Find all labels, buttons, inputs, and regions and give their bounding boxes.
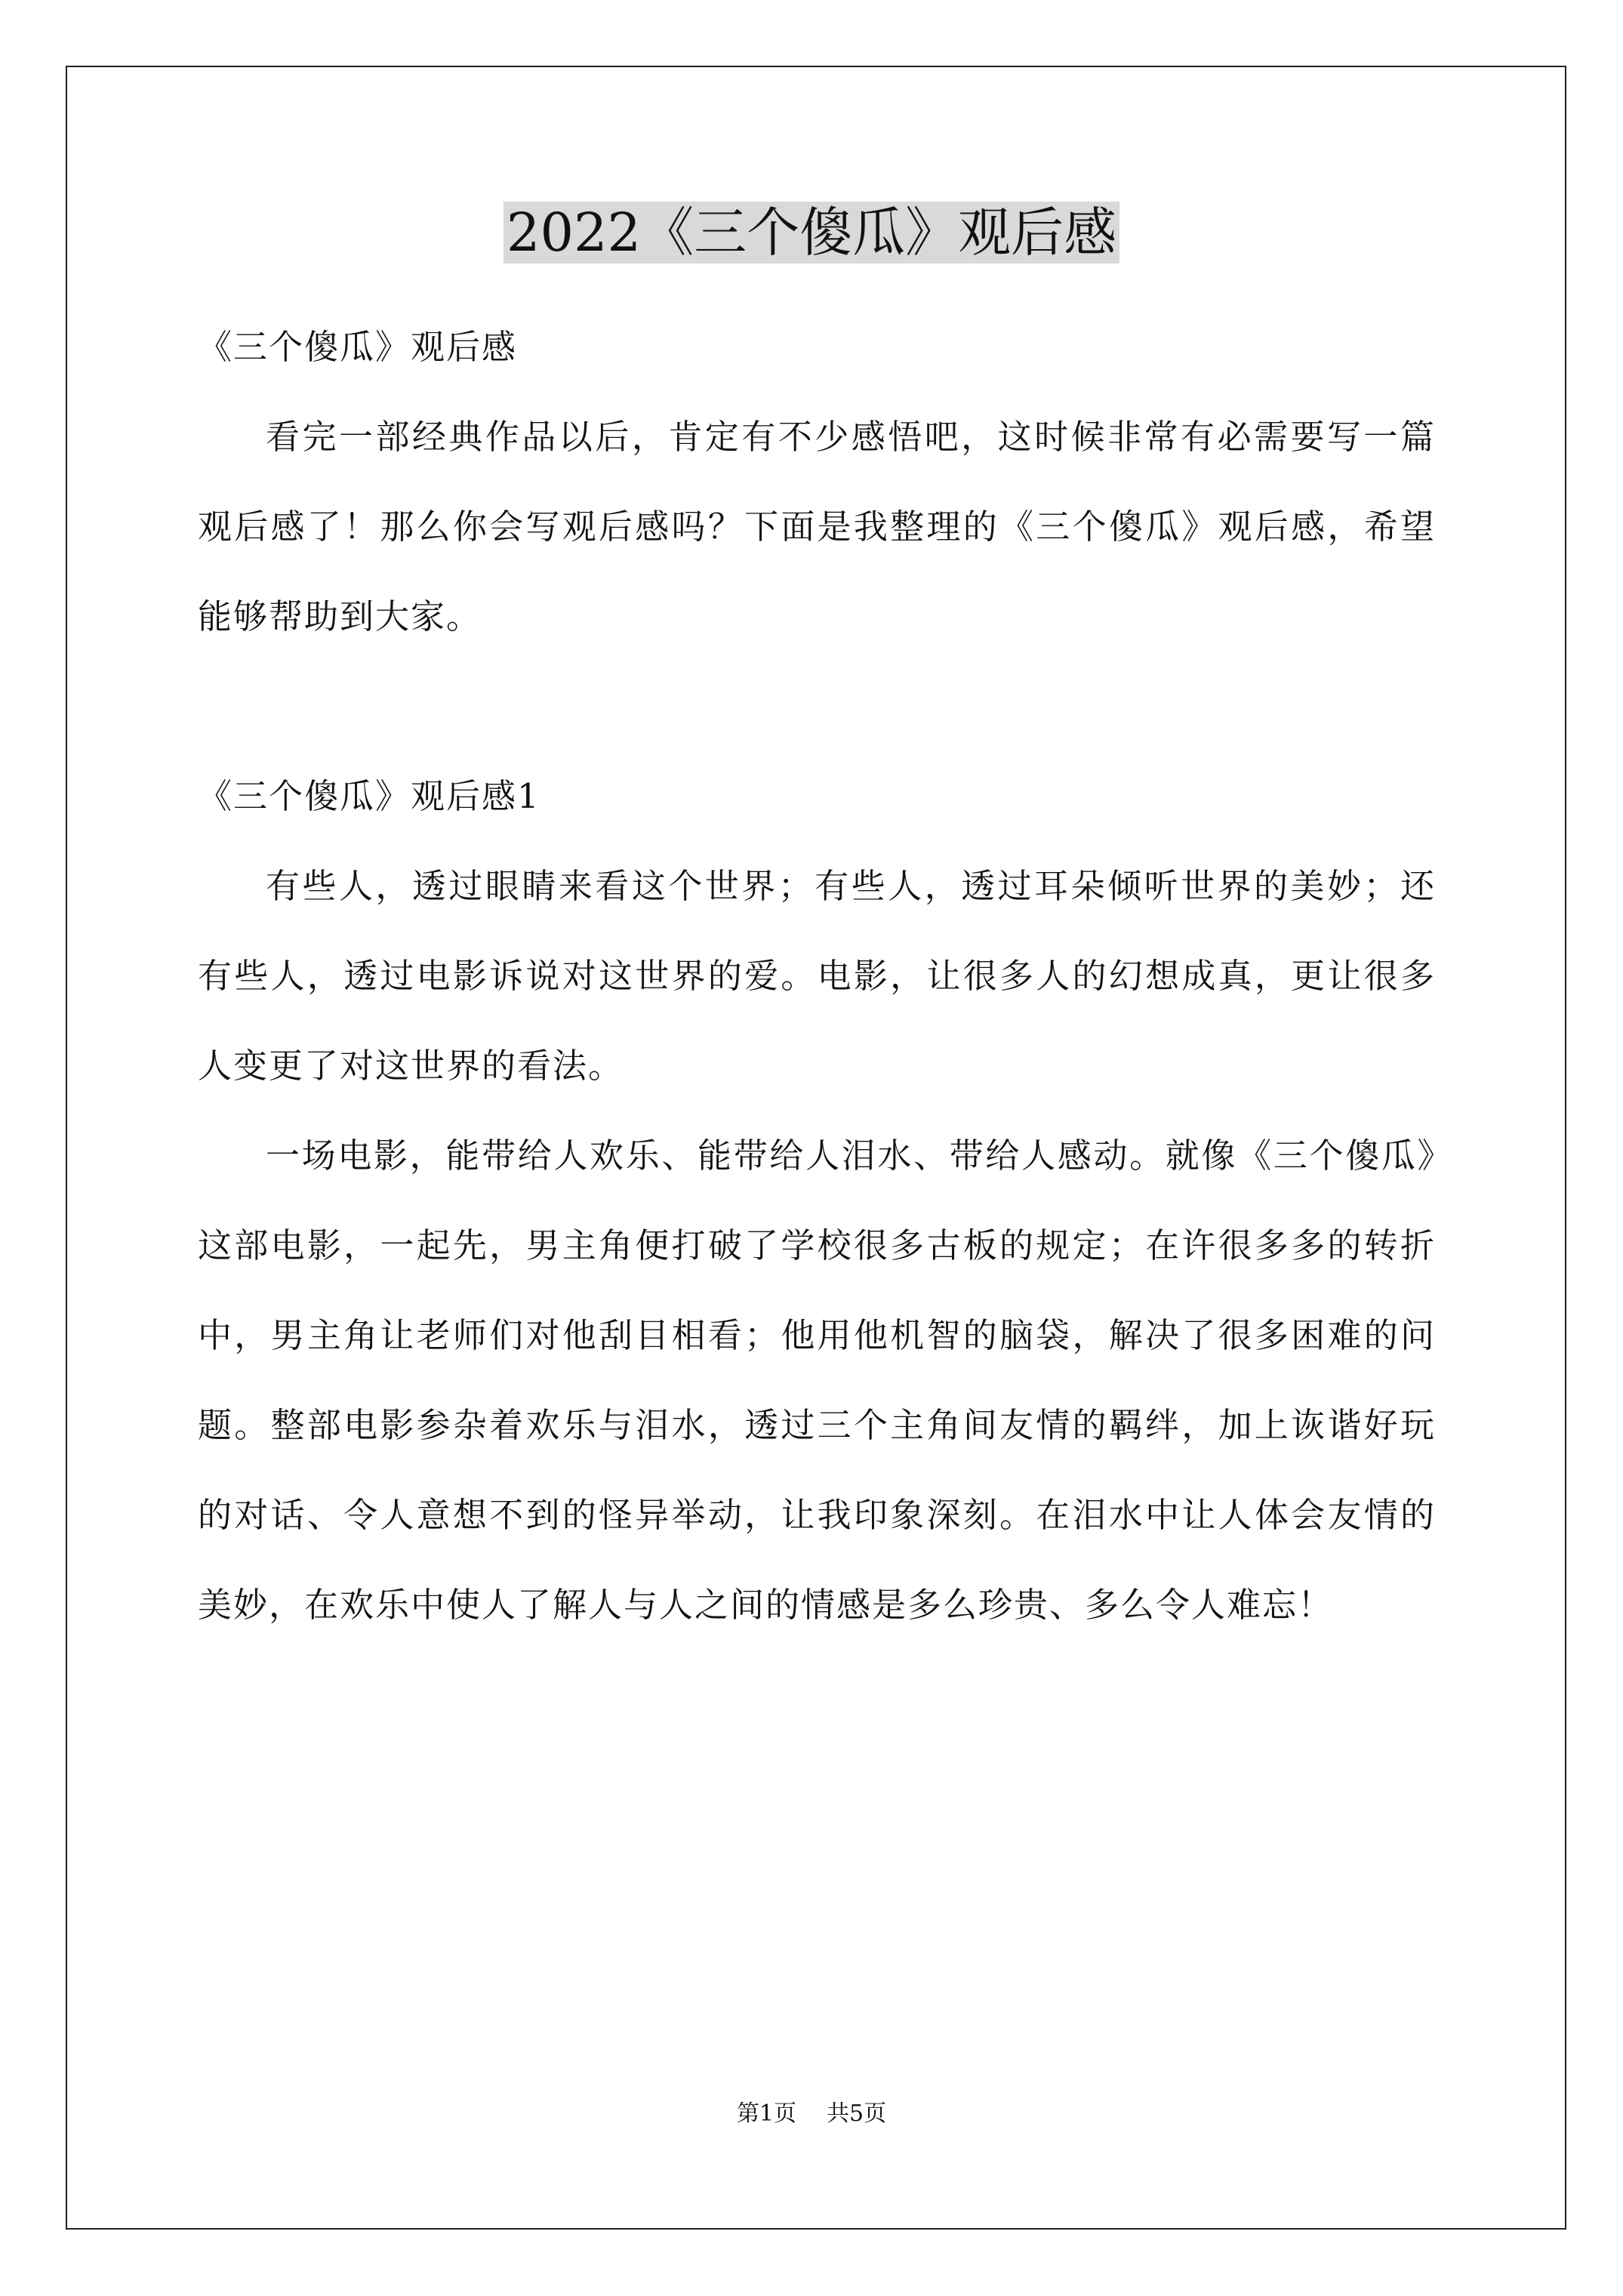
document-subtitle: 《三个傻瓜》观后感: [198, 327, 518, 367]
section-heading: 《三个傻瓜》观后感1: [198, 776, 540, 816]
document-body: [198, 302, 1436, 1650]
intro-paragraph: 看完一部经典作品以后，肯定有不少感悟吧，这时候非常有必需要写一篇观后感了！那么你会写观后感吗？下面是我整理的《三个傻瓜》观后感，希望能够帮助到大家。: [198, 417, 1436, 636]
paragraph-spacer: [198, 661, 1436, 751]
body-paragraph-1: 有些人，透过眼睛来看这个世界；有些人，透过耳朵倾听世界的美妙；还有些人，透过电影诉说对这世界的爱。电影，让很多人的幻想成真，更让很多人变更了对这世界的看法。: [198, 866, 1436, 1086]
document-title: [0, 195, 1623, 270]
page-number: 第1页: [736, 2100, 796, 2127]
body-paragraph-2: 一场电影，能带给人欢乐、能带给人泪水、带给人感动。就像《三个傻瓜》这部电影，一起先，男主角便打破了学校很多古板的规定；在许很多多的转折中，男主角让老师们对他刮目相看；他用他机智的脑袋，解决了很多困难的问题。整部电影参杂着欢乐与泪水，透过三个主角间友情的羁绊，加上诙谐好玩的对话、令人意想不到的怪异举动，让我印象深刻。在泪水中让人体会友情的美妙，在欢乐中使人了解人与人之间的情感是多么珍贵、多么令人难忘！: [198, 1136, 1436, 1625]
page-footer: [0, 2099, 1623, 2129]
document-title-text: 2022《三个傻瓜》观后感: [504, 202, 1119, 264]
page-total: 共5页: [827, 2100, 887, 2127]
